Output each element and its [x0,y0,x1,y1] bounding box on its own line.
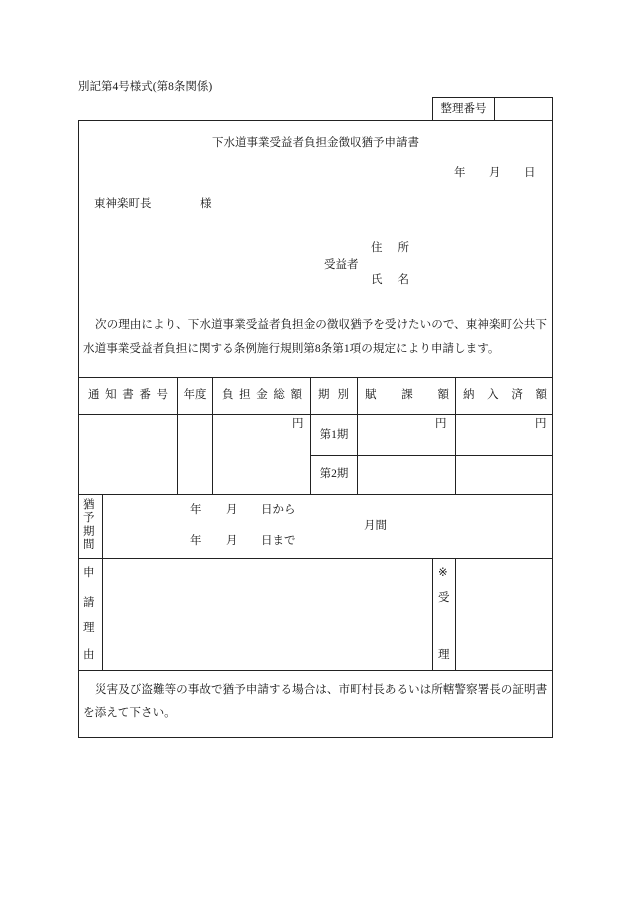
assessed-amount-cell-2[interactable] [358,456,455,494]
header-fiscal-year: 年度 [183,389,207,401]
paid-amount-cell-2[interactable] [456,456,552,494]
receipt-label-char: 受 [438,592,450,604]
header-installment: 期 別 [318,389,349,401]
period-to-year-unit: 年 [190,535,202,547]
applicant-name-field[interactable] [415,270,547,290]
period-to-day-unit: 日まで [261,535,296,547]
note-line-2: を添えて下さい。 [83,706,176,719]
notice-number-cell[interactable] [79,415,177,494]
control-number-label: 整理番号 [433,98,495,120]
receipt-label-char: 理 [438,649,450,661]
reason-label-char: 請 [83,597,95,609]
header-assessed-amount: 賦 課 額 [365,389,449,401]
header-total-charge: 負 担 金 総 額 [222,389,302,401]
applicant-address-field[interactable] [415,238,547,258]
reason-label-char: 理 [83,622,95,634]
reason-bottom-rule [78,670,553,671]
reason-label-char: 申 [83,567,95,579]
reason-entry-area[interactable] [103,559,432,670]
control-number-box [432,97,553,120]
receipt-stamp-area[interactable] [456,559,552,670]
date-month-unit: 月 [489,167,501,179]
statement-line-1: 次の理由により、下水道事業受益者負担金の徴収猶予を受けたいので、東神楽町公共下 [95,318,547,331]
date-day-unit: 日 [524,167,536,179]
assessed-amount-currency: 円 [435,418,447,430]
form-reference: 別記第4号様式(第8条関係) [78,81,213,93]
table-top-rule [78,377,553,378]
reason-label-char: 由 [83,649,95,661]
receipt-column-rule [432,558,433,671]
addressee-name: 東神楽町長 [94,198,152,210]
period-from-month-unit: 月 [226,504,238,516]
period-from-year-unit: 年 [190,504,202,516]
period-duration-unit: 月間 [364,520,387,532]
header-paid-amount: 納 入 済 額 [463,389,547,401]
addressee-honorific: 様 [200,198,212,210]
deferral-period-field[interactable] [103,495,552,558]
installment-2-label: 第2期 [319,468,349,480]
control-number-field[interactable] [495,98,552,120]
total-charge-currency: 円 [292,418,304,430]
fiscal-year-cell[interactable] [178,415,212,494]
form-title: 下水道事業受益者負担金徴収猶予申請書 [212,137,419,149]
header-notice-number: 通 知 書 番 号 [88,389,168,401]
applicant-name-label: 氏 名 [371,274,409,286]
deferral-period-label: 猶予期間 [83,499,95,551]
applicant-address-label: 住 所 [371,242,409,254]
paid-amount-currency: 円 [535,418,547,430]
period-to-month-unit: 月 [226,535,238,547]
receipt-label-char: ※ [438,567,448,579]
statement-line-2: 水道事業受益者負担に関する条例施行規則第8条第1項の規定により申請します。 [83,342,500,355]
note-line-1: 災害及び盗難等の事故で猶予申請する場合は、市町村長あるいは所轄警察署長の証明書 [95,683,548,696]
period-from-day-unit: 日から [261,504,296,516]
date-year-unit: 年 [454,167,466,179]
applicant-role-label: 受益者 [324,259,359,271]
installment-1-label: 第1期 [319,429,349,441]
